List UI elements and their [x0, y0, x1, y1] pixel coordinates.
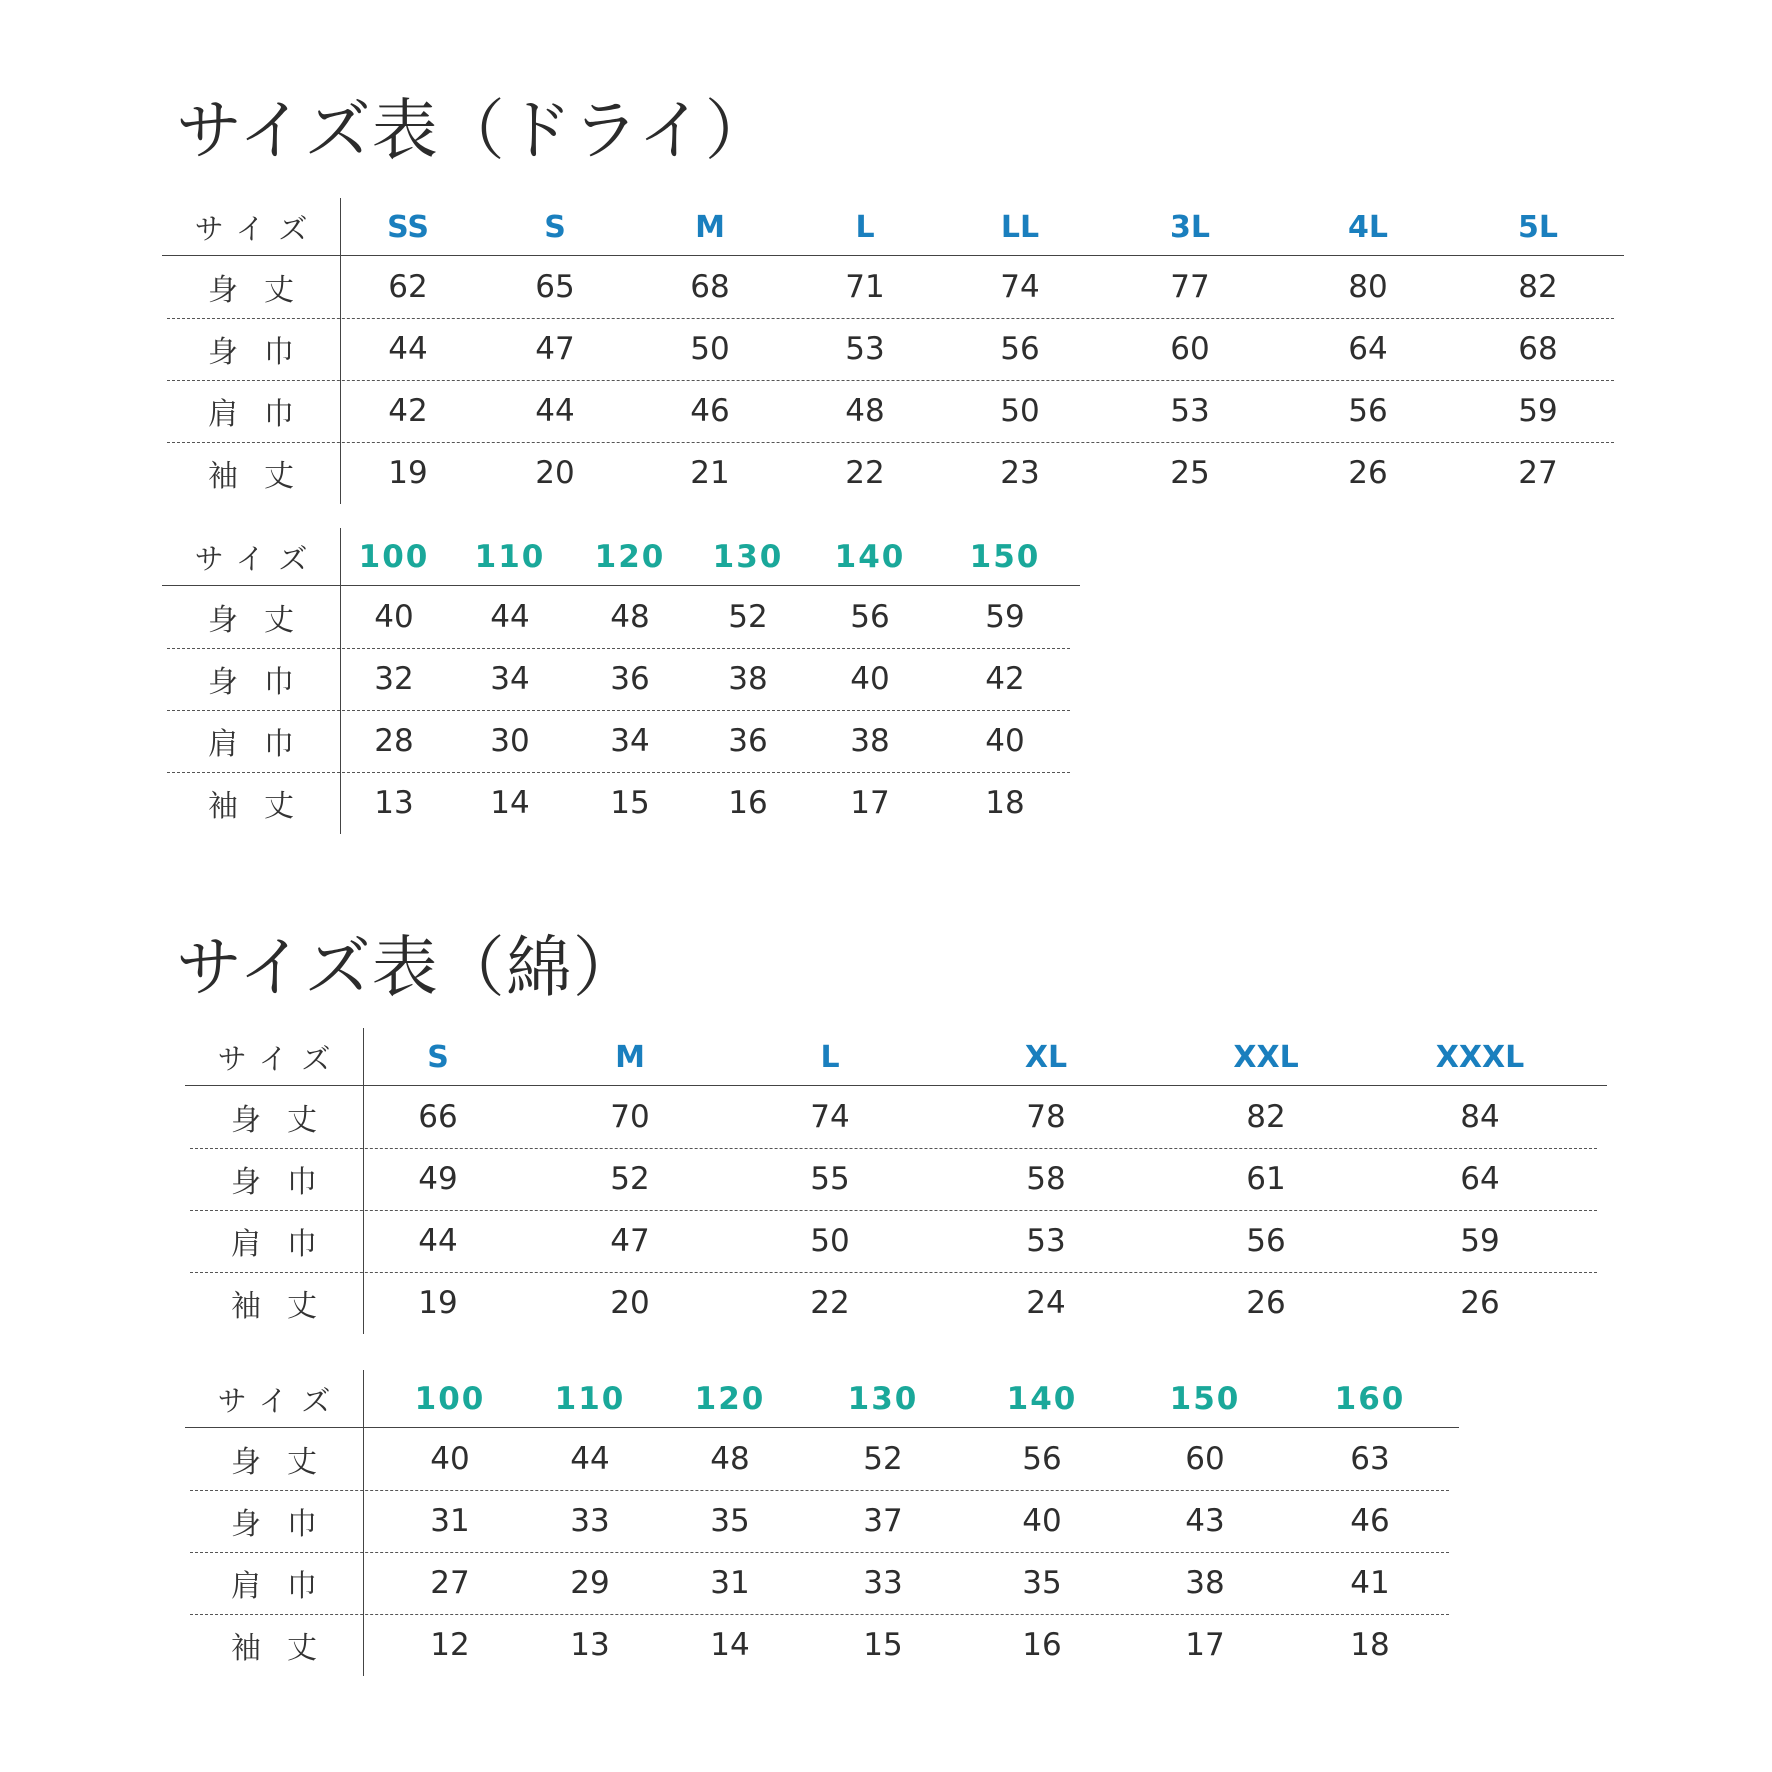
cotton-adult-table: [185, 1028, 1607, 1334]
measurement-label: 身巾: [208, 665, 320, 700]
measurement-label: 身丈: [231, 1445, 343, 1480]
cotton-title: サイズ表（綿）: [176, 929, 640, 1006]
measurement-label: 袖丈: [231, 1289, 343, 1324]
size-header-row: サイズ 100 110 120 130 140 150 160: [185, 1370, 1459, 1428]
measurement-label: 身丈: [208, 273, 320, 308]
measurement-row: 身丈 66 70 74 78 82 84: [185, 1086, 1607, 1148]
measurement-row: 肩巾 42 44 46 48 50 53 56 59: [162, 380, 1624, 442]
dry-kids-table: [162, 528, 1080, 834]
size-header-row: サイズ SS S M L LL 3L 4L 5L: [162, 198, 1624, 256]
measurement-label: 身巾: [208, 335, 320, 370]
measurement-row: 身丈 62 65 68 71 74 77 80 82: [162, 256, 1624, 318]
measurement-row: 袖丈 19 20 22 24 26 26: [185, 1272, 1607, 1334]
measurement-row: 身巾 32 34 36 38 40 42: [162, 648, 1080, 710]
size-header-label: サイズ: [217, 1383, 345, 1418]
measurement-row: 肩巾 44 47 50 53 56 59: [185, 1210, 1607, 1272]
measurement-label: 肩巾: [231, 1569, 343, 1604]
size-header-label: サイズ: [217, 1041, 345, 1076]
size-header-label: サイズ: [194, 541, 322, 576]
measurement-label: 身巾: [231, 1507, 343, 1542]
measurement-row: 身丈 40 44 48 52 56 59: [162, 586, 1080, 648]
measurement-label: 身巾: [231, 1165, 343, 1200]
measurement-label: 肩巾: [208, 397, 320, 432]
measurement-label: 袖丈: [208, 459, 320, 494]
measurement-row: 袖丈 19 20 21 22 23 25 26 27: [162, 442, 1624, 504]
measurement-row: 身巾 49 52 55 58 61 64: [185, 1148, 1607, 1210]
measurement-row: 袖丈 13 14 15 16 17 18: [162, 772, 1080, 834]
size-header-label: サイズ: [194, 211, 322, 246]
measurement-label: 肩巾: [208, 727, 320, 762]
measurement-label: 袖丈: [208, 789, 320, 824]
dry-adult-table: [162, 198, 1624, 504]
measurement-row: 身巾 44 47 50 53 56 60 64 68: [162, 318, 1624, 380]
measurement-label: 袖丈: [231, 1631, 343, 1666]
measurement-row: 袖丈 12 13 14 15 16 17 18: [185, 1614, 1459, 1676]
measurement-row: 身巾 31 33 35 37 40 43 46: [185, 1490, 1459, 1552]
measurement-row: 身丈 40 44 48 52 56 60 63: [185, 1428, 1459, 1490]
measurement-label: 肩巾: [231, 1227, 343, 1262]
dry-title: サイズ表（ドライ）: [176, 92, 772, 169]
cotton-kids-table: [185, 1370, 1459, 1676]
measurement-row: 肩巾 28 30 34 36 38 40: [162, 710, 1080, 772]
measurement-label: 身丈: [208, 603, 320, 638]
size-header-row: サイズ 100 110 120 130 140 150: [162, 528, 1080, 586]
measurement-label: 身丈: [231, 1103, 343, 1138]
measurement-row: 肩巾 27 29 31 33 35 38 41: [185, 1552, 1459, 1614]
size-header-row: サイズ S M L XL XXL XXXL: [185, 1028, 1607, 1086]
